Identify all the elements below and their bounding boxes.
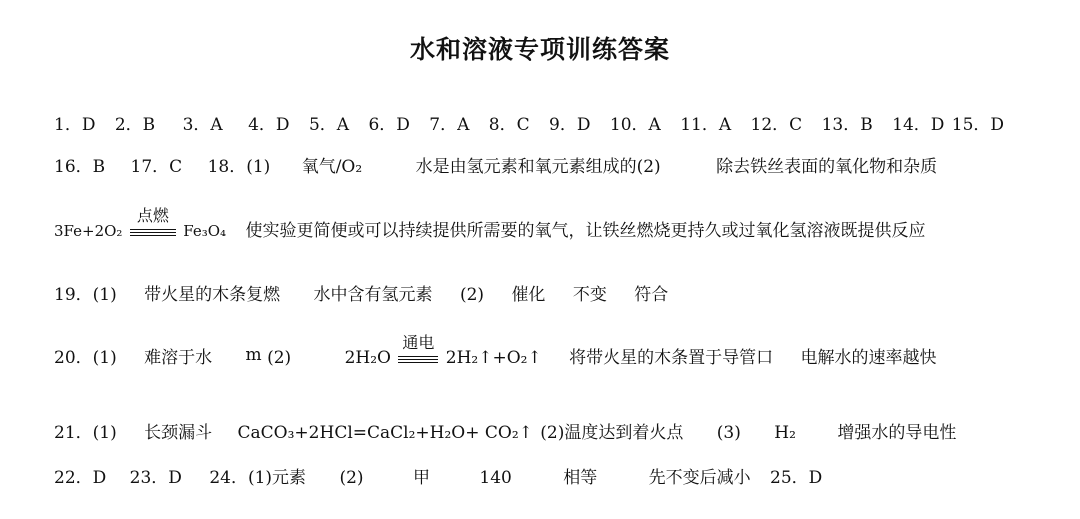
answer-19-a1: 带火星的木条复燃 xyxy=(144,285,281,305)
answer-4: 4．D xyxy=(248,115,290,135)
answer-1: 1．D xyxy=(54,115,96,135)
answer-21-a4: H₂ xyxy=(774,423,796,443)
answer-9: 9．D xyxy=(549,115,591,135)
answer-20-a1: 难溶于水 xyxy=(144,348,213,368)
electrolysis-left: 2H₂O xyxy=(344,348,391,368)
answer-8: 8．C xyxy=(488,115,530,135)
iron-combustion-right: Fe₃O₄ xyxy=(183,222,227,240)
answer-20-a3: (2) xyxy=(267,348,292,368)
iron-combustion-left: 3Fe+2O₂ xyxy=(54,222,123,240)
answer-21-label: 21．(1) xyxy=(54,423,117,443)
answer-24-a2: 甲 xyxy=(412,468,430,488)
answer-22: 22．D xyxy=(54,468,107,488)
electrolysis-condition xyxy=(398,332,438,366)
answer-21-a1: 长颈漏斗 xyxy=(144,423,213,443)
answer-24-label: 24．(1)元素 xyxy=(209,468,307,488)
answer-24-a4: 相等 xyxy=(563,468,598,488)
answer-18-reason: 使实验更简便或可以持续提供所需要的氧气，让铁丝燃烧更持久或过氧化氢溶液既提供反应 xyxy=(245,221,926,241)
answer-19-a3: (2) xyxy=(459,285,485,305)
answer-20-a2: m xyxy=(245,345,262,365)
answer-25: 25．D xyxy=(770,468,823,488)
answer-19-a6: 符合 xyxy=(634,285,669,305)
answer-12: 12．C xyxy=(750,115,803,135)
answer-18-remove: 除去铁丝表面的氧化物和杂质 xyxy=(716,157,938,177)
answer-17: 17．C xyxy=(130,157,183,177)
answers-line-5 xyxy=(54,332,937,368)
answer-19-a5: 不变 xyxy=(572,285,607,305)
answer-5: 5．A xyxy=(308,115,350,135)
answer-2: 2．B xyxy=(114,115,156,135)
answers-line-1 xyxy=(54,110,1004,135)
answer-3: 3．A xyxy=(182,115,223,135)
answer-21-a5: 增强水的导电性 xyxy=(837,423,957,443)
answer-13: 13．B xyxy=(821,115,873,135)
answers-line-7 xyxy=(54,463,822,488)
condition-ignite: 点燃 xyxy=(136,205,169,225)
answer-23: 23．D xyxy=(129,468,182,488)
answer-24-a3: 140 xyxy=(479,468,512,488)
answer-19-a4: 催化 xyxy=(511,285,546,305)
answer-21-a3: (3) xyxy=(716,423,741,443)
answers-line-2 xyxy=(54,152,937,177)
answer-21-equation: CaCO₃+2HCl=CaCl₂+H₂O+ CO₂↑ xyxy=(237,423,533,443)
answer-24-a1: (2) xyxy=(339,468,364,488)
page-title: 水和溶液专项训练答案 xyxy=(409,35,670,64)
answer-18-oxygen: 氧气/O₂ xyxy=(301,157,363,177)
electrolysis-right: 2H₂↑+O₂↑ xyxy=(445,348,542,368)
answer-19-label: 19．(1) xyxy=(54,285,117,305)
answer-20-label: 20．(1) xyxy=(54,348,117,368)
answer-6: 6．D xyxy=(368,115,410,135)
condition-electricity: 通电 xyxy=(402,332,435,352)
answer-20-a5: 电解水的速率越快 xyxy=(800,348,937,368)
answers-line-3 xyxy=(54,205,926,241)
answer-24-a5: 先不变后减小 xyxy=(648,468,751,488)
answer-10: 10．A xyxy=(609,115,661,135)
answer-18-label: 18．(1) xyxy=(207,157,271,177)
answer-15: 15．D xyxy=(951,115,1005,135)
answer-14: 14．D xyxy=(892,115,945,135)
answer-16: 16．B xyxy=(54,157,106,177)
answer-18-composition: 水是由氢元素和氧元素组成的(2) xyxy=(415,157,661,177)
answer-20-a4: 将带火星的木条置于导管口 xyxy=(569,348,774,368)
answer-21-a2: (2)温度达到着火点 xyxy=(540,423,684,443)
answer-19-a2: 水中含有氢元素 xyxy=(313,285,433,305)
iron-combustion-condition xyxy=(130,205,176,239)
answer-11: 11．A xyxy=(680,115,732,135)
answers-line-6 xyxy=(54,418,956,443)
answers-line-4 xyxy=(54,280,668,305)
answer-7: 7．A xyxy=(429,115,470,135)
